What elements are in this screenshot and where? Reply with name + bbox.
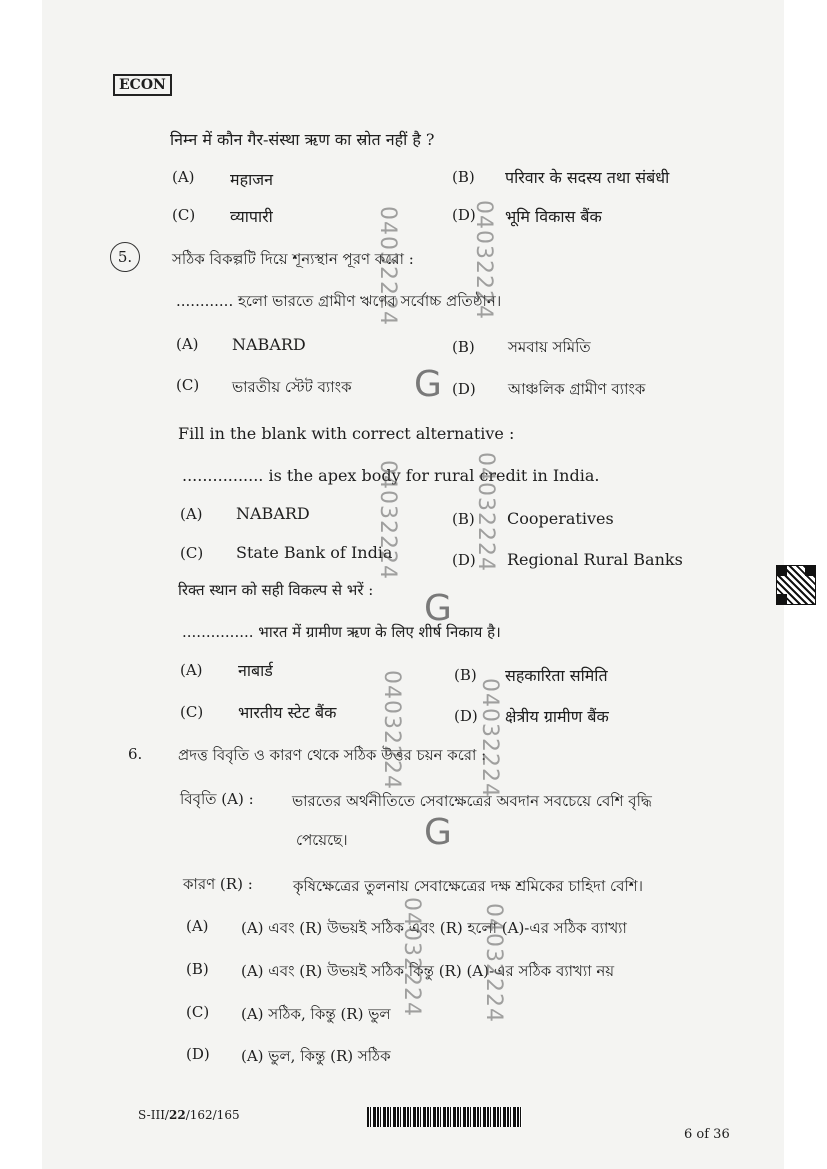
option-text: महाजन bbox=[230, 170, 273, 189]
option-text: परिवार के सदस्य तथा संबंधी bbox=[505, 168, 670, 187]
question-stem: ............ হলো ভারতে গ্রামীণ ঋণের সর্বোচ্চ প্রতিষ্ঠান। bbox=[176, 292, 502, 310]
watermark-code: 04032224 bbox=[473, 452, 498, 572]
option-text: सहकारिता समिति bbox=[505, 666, 608, 685]
option-text: व्यापारी bbox=[230, 207, 273, 226]
option-label: (C) bbox=[180, 544, 204, 562]
option-text: (A) এবং (R) উভয়ই সঠিক এবং (R) হলো (A)-এর সঠিক ব্যাখ্যা bbox=[241, 919, 627, 937]
option-text: (A) এবং (R) উভয়ই সঠিক কিন্তু (R) (A)-এর সঠিক ব্যাখ্যা নয় bbox=[241, 962, 615, 980]
option-label: (D) bbox=[452, 206, 476, 224]
option-label: (D) bbox=[186, 1045, 210, 1063]
watermark-code: 04032224 bbox=[477, 678, 502, 798]
reason-label: কারণ (R) : bbox=[183, 875, 253, 893]
option-label: (C) bbox=[186, 1003, 210, 1021]
question-instruction: প্রদত্ত বিবৃতি ও কারণ থেকে সঠিক উত্তর চয়ন করো : bbox=[178, 746, 487, 764]
option-text: नाबार्ड bbox=[238, 661, 273, 680]
watermark-code: 04032224 bbox=[375, 206, 400, 326]
option-label: (C) bbox=[172, 206, 196, 224]
option-text: (A) ভুল, কিন্তু (R) সঠিক bbox=[241, 1047, 391, 1065]
option-text: NABARD bbox=[232, 335, 306, 354]
question-stem: ............... भारत में ग्रामीण ऋण के लिए शीर्ष निकाय है। bbox=[182, 623, 501, 641]
question-instruction: সঠিক বিকল্পটি দিয়ে শূন্যস্থান পূরণ করো : bbox=[172, 250, 414, 268]
option-label: (D) bbox=[454, 707, 478, 725]
option-text: State Bank of India bbox=[236, 543, 393, 562]
option-label: (A) bbox=[186, 917, 209, 935]
page-number: 6 of 36 bbox=[684, 1127, 730, 1142]
paper-code-suffix: /162/165 bbox=[185, 1108, 240, 1122]
statement-text: ভারতের অর্থনীতিতে সেবাক্ষেত্রের অবদান সবচেয়ে বেশি বৃদ্ধি bbox=[292, 792, 652, 810]
question-stem: ................ is the apex body for rural credit in India. bbox=[182, 466, 600, 485]
watermark-code: 04032224 bbox=[481, 903, 506, 1023]
option-label: (A) bbox=[172, 168, 195, 186]
option-label: (B) bbox=[452, 338, 475, 356]
option-text: भारतीय स्टेट बैंक bbox=[238, 703, 337, 722]
option-label: (B) bbox=[452, 168, 475, 186]
option-text: NABARD bbox=[236, 504, 310, 523]
option-label: (C) bbox=[176, 376, 200, 394]
question-number: 6. bbox=[128, 745, 143, 763]
watermark-letter: G bbox=[424, 812, 452, 853]
option-label: (C) bbox=[180, 703, 204, 721]
watermark-letter: G bbox=[414, 364, 442, 405]
option-label: (D) bbox=[452, 380, 476, 398]
subject-tag: ECON bbox=[113, 74, 172, 96]
paper-code bbox=[138, 1108, 240, 1122]
option-text: ভারতীয় স্টেট ব্যাংক bbox=[232, 378, 352, 396]
option-label: (B) bbox=[452, 510, 475, 528]
option-text: क्षेत्रीय ग्रामीण बैंक bbox=[505, 707, 609, 726]
option-label: (B) bbox=[454, 666, 477, 684]
question-text: निम्न में कौन गैर-संस्था ऋण का स्रोत नहीं है ? bbox=[170, 130, 435, 149]
watermark-code: 04032224 bbox=[379, 670, 404, 790]
option-label: (B) bbox=[186, 960, 209, 978]
reason-text: কৃষিক্ষেত্রের তুলনায় সেবাক্ষেত্রের দক্ষ শ্রমিকের চাহিদা বেশি। bbox=[293, 877, 644, 895]
statement-label: বিবৃতি (A) : bbox=[180, 790, 254, 808]
statement-text-cont: পেয়েছে। bbox=[296, 831, 348, 849]
option-label: (A) bbox=[176, 335, 199, 353]
option-label: (A) bbox=[180, 505, 203, 523]
option-text: আঞ্চলিক গ্রামীণ ব্যাংক bbox=[508, 380, 646, 398]
question-number: 5. bbox=[110, 242, 140, 272]
watermark-code: 04032224 bbox=[399, 897, 424, 1017]
option-text: (A) সঠিক, কিন্তু (R) ভুল bbox=[241, 1005, 391, 1023]
qr-code-icon bbox=[776, 565, 816, 605]
paper-code-prefix: S-III/ bbox=[138, 1108, 169, 1122]
watermark-letter: G bbox=[424, 588, 452, 629]
option-text: भूमि विकास बैंक bbox=[505, 207, 602, 226]
question-instruction: Fill in the blank with correct alternative : bbox=[178, 424, 515, 443]
option-text: সমবায় সমিতি bbox=[508, 338, 591, 356]
option-text: Regional Rural Banks bbox=[507, 550, 683, 569]
question-instruction: रिक्त स्थान को सही विकल्प से भरें : bbox=[178, 581, 374, 599]
option-label: (D) bbox=[452, 551, 476, 569]
barcode-icon bbox=[367, 1107, 522, 1127]
watermark-code: 04032224 bbox=[471, 200, 496, 320]
option-text: Cooperatives bbox=[507, 509, 614, 528]
watermark-code: 04032224 bbox=[375, 460, 400, 580]
option-label: (A) bbox=[180, 661, 203, 679]
paper-code-bold: 22 bbox=[168, 1108, 186, 1122]
